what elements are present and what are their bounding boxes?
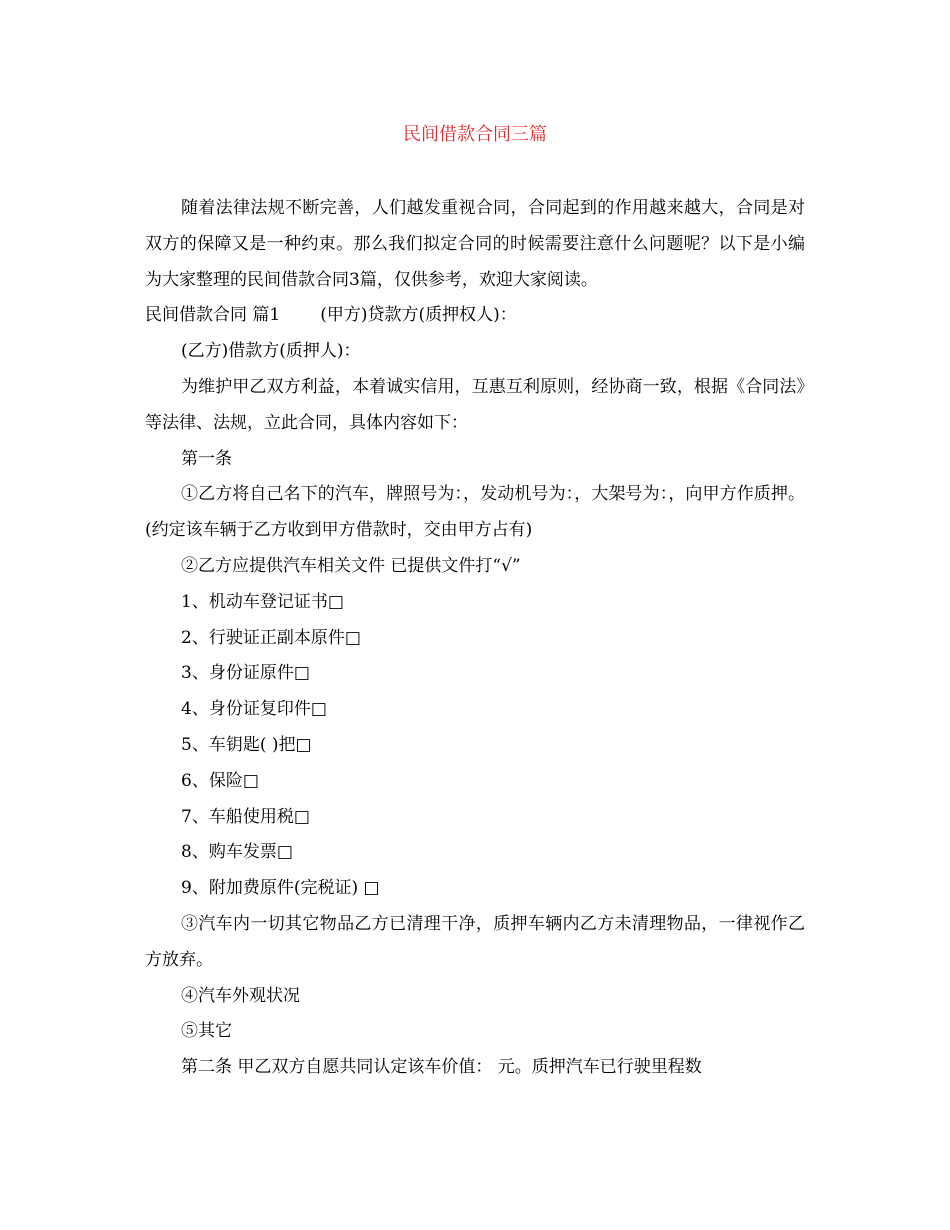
- checklist-item: 2、行驶证正副本原件□: [181, 627, 361, 648]
- checklist-item: 5、车钥匙( )把□: [181, 734, 312, 755]
- checklist-item: 9、附加费原件(完税证) □: [181, 878, 380, 899]
- section-heading-line: [145, 298, 805, 334]
- article-1-item-2: ②乙方应提供汽车相关文件 已提供文件打“√”: [181, 555, 521, 576]
- section-heading: 民间借款合同 篇1: [145, 305, 281, 326]
- party-a-line: (甲方)贷款方(质押权人)：: [320, 305, 517, 326]
- article-1-item-1: ①乙方将自己名下的汽车，牌照号为：，发动机号为：，大架号为：，向甲方作质押。(约定该车辆于乙方收到甲方借款时，交由甲方占有): [145, 484, 805, 541]
- intro-paragraph: 随着法律法规不断完善，人们越发重视合同，合同起到的作用越来越大，合同是对双方的保障又是一种约束。那么我们拟定合同的时候需要注意什么问题呢？以下是小编为大家整理的民间借款合同3篇，仅供参考，欢迎大家阅读。: [145, 198, 805, 290]
- checklist-item: 7、车船使用税□: [181, 806, 310, 827]
- article-1-item-3: ③汽车内一切其它物品乙方已清理干净，质押车辆内乙方未清理物品，一律视作乙方放弃。: [145, 913, 805, 970]
- document-body: [145, 191, 805, 1086]
- preamble-paragraph: 为维护甲乙双方利益，本着诚实信用，互惠互利原则，经协商一致，根据《合同法》等法律、法规，立此合同，具体内容如下：: [145, 376, 805, 433]
- article-2-paragraph: 第二条 甲乙双方自愿共同认定该车价值： 元。质押汽车已行驶里程数: [181, 1057, 702, 1078]
- checklist-item: 6、保险□: [181, 770, 259, 791]
- article-1-title: 第一条: [181, 448, 232, 469]
- party-b-line: (乙方)借款方(质押人)：: [181, 341, 361, 362]
- checklist-item: 8、购车发票□: [181, 842, 293, 863]
- article-1-item-5: ⑤其它: [181, 1021, 232, 1042]
- checklist-item: 3、身份证原件□: [181, 663, 310, 684]
- article-1-item-4: ④汽车外观状况: [181, 985, 300, 1006]
- document-title: 民间借款合同三篇: [403, 124, 547, 145]
- checklist-item: 1、机动车登记证书□: [181, 591, 344, 612]
- checklist-item: 4、身份证复印件□: [181, 699, 327, 720]
